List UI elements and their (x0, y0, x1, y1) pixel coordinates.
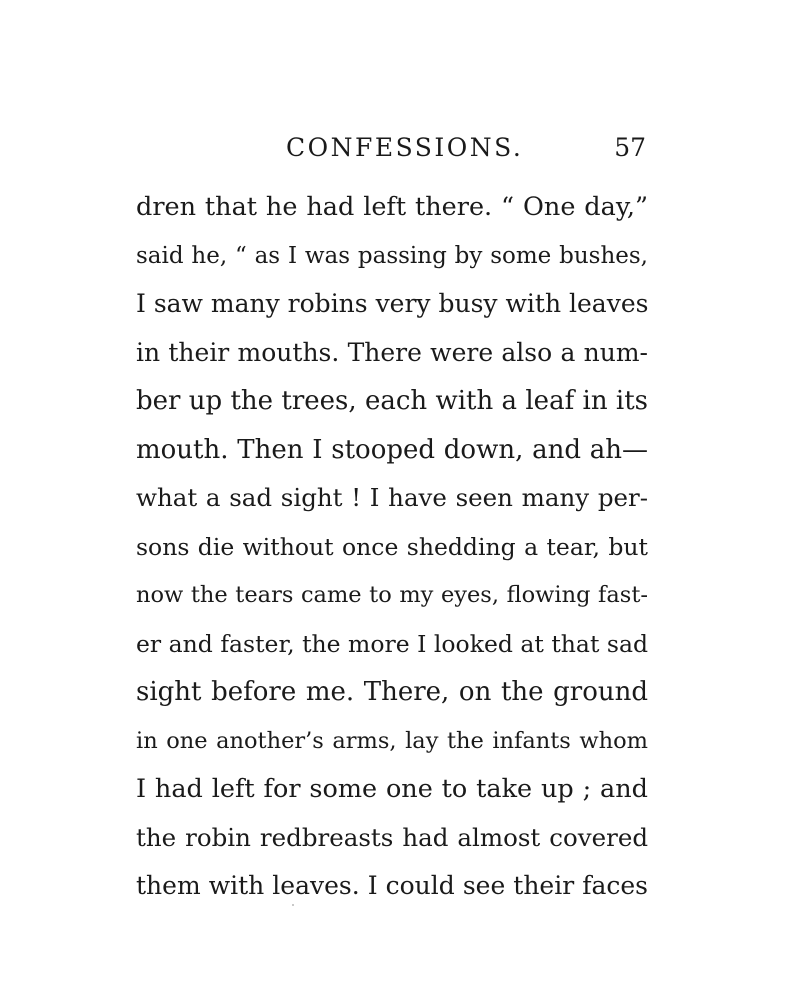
text-line: sons die without once shedding a tear, but (136, 532, 648, 561)
text-line: what a sad sight ! I have seen many per- (136, 483, 648, 512)
page-number: 57 (614, 133, 646, 162)
text-line: I saw many robins very busy with leaves (136, 289, 649, 318)
paper-speck (292, 904, 294, 906)
text-line: in one another’s arms, lay the infants whom (136, 727, 648, 754)
text-line: in their mouths. There were also a num- (136, 337, 648, 367)
text-line: sight before me. There, on the ground (136, 677, 648, 707)
text-line: now the tears came to my eyes, flowing fast- (136, 582, 648, 608)
running-header (136, 130, 648, 166)
text-line: I had left for some one to take up ; and (136, 774, 648, 804)
running-header-title: CONFESSIONS. (286, 133, 524, 162)
text-line: ber up the trees, each with a leaf in its (136, 386, 648, 416)
text-line: mouth. Then I stooped down, and ah— (136, 434, 648, 465)
text-line: er and faster, the more I looked at that sad (136, 629, 648, 658)
body-text (136, 183, 648, 911)
text-line: the robin redbreasts had almost covered (136, 822, 648, 852)
text-line: dren that he had left there. “ One day,” (136, 192, 648, 222)
text-line: them with leaves. I could see their faces (136, 871, 648, 900)
text-line: said he, “ as I was passing by some bushes, (136, 242, 648, 269)
